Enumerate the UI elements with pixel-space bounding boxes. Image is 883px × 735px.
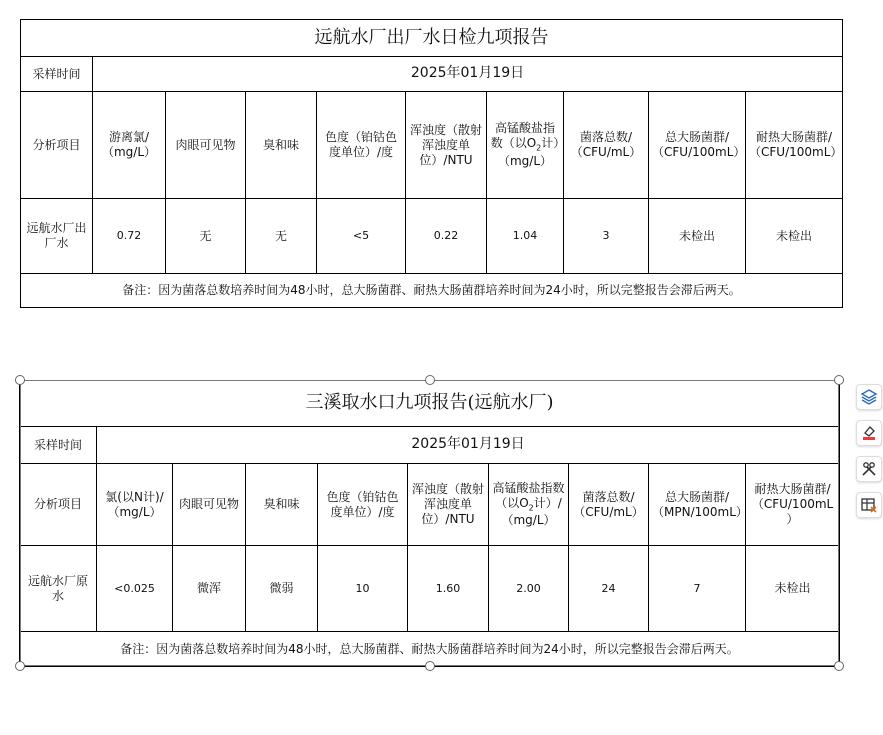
value-odor-taste[interactable]: 无	[246, 199, 317, 274]
header-visible-matter[interactable]: 肉眼可见物	[166, 92, 246, 199]
header-thermotolerant-coliform[interactable]: 耐热大肠菌群/（CFU/100mL）	[746, 92, 843, 199]
item-label[interactable]: 分析项目	[20, 464, 97, 546]
value-permanganate[interactable]: 2.00	[489, 546, 569, 632]
header-color[interactable]: 色度（铂钴色度单位）/度	[318, 464, 408, 546]
header-total-coliform[interactable]: 总大肠菌群/（MPN/100mL）	[649, 464, 746, 546]
value-total-coliform[interactable]: 7	[649, 546, 746, 632]
header-permanganate[interactable]	[487, 92, 564, 199]
value-visible-matter[interactable]: 微浑	[173, 546, 246, 632]
value-total-coliform[interactable]: 未检出	[649, 199, 746, 274]
value-thermotolerant-coliform[interactable]: 未检出	[746, 199, 843, 274]
header-free-chlorine[interactable]: 游离氯/（mg/L）	[93, 92, 166, 199]
clear-format-button[interactable]	[856, 420, 882, 446]
resize-handle-top-right[interactable]	[834, 375, 844, 385]
layers-icon	[860, 388, 878, 406]
header-odor-taste[interactable]: 臭和味	[246, 92, 317, 199]
header-permanganate-a: 高锰酸盐指数（以O	[492, 480, 565, 510]
sample-time-value[interactable]: 2025年01月19日	[93, 57, 843, 92]
sample-time-label[interactable]: 采样时间	[21, 57, 93, 92]
tools-icon	[860, 460, 878, 478]
table-note[interactable]: 备注：因为菌落总数培养时间为48小时，总大肠菌群、耐热大肠菌群培养时间为24小时，所以完整报告会滞后两天。	[20, 632, 840, 667]
value-thermotolerant-coliform[interactable]: 未检出	[746, 546, 840, 632]
resize-handle-top-left[interactable]	[15, 375, 25, 385]
floating-toolbar	[856, 384, 883, 528]
header-thermotolerant-coliform[interactable]: 耐热大肠菌群/（CFU/100mL）	[746, 464, 840, 546]
resize-handle-top[interactable]	[425, 375, 435, 385]
value-free-chlorine[interactable]: 0.72	[93, 199, 166, 274]
header-permanganate-b: 计）（mg/L）	[497, 136, 560, 168]
header-visible-matter[interactable]: 肉眼可见物	[173, 464, 246, 546]
value-odor-taste[interactable]: 微弱	[246, 546, 318, 632]
subscript-2: 2	[536, 143, 542, 153]
header-colony-count[interactable]: 菌落总数/（CFU/mL）	[569, 464, 649, 546]
header-colony-count[interactable]: 菌落总数/（CFU/mL）	[564, 92, 649, 199]
report-table-raw-water[interactable]	[19, 380, 840, 667]
header-color[interactable]: 色度（铂钴色度单位）/度	[317, 92, 406, 199]
value-turbidity[interactable]: 0.22	[406, 199, 487, 274]
value-colony-count[interactable]: 3	[564, 199, 649, 274]
header-turbidity[interactable]: 浑浊度（散射浑浊度单位）/NTU	[408, 464, 489, 546]
tools-button[interactable]	[856, 456, 882, 482]
table-title[interactable]: 三溪取水口九项报告(远航水厂)	[20, 381, 840, 427]
header-total-coliform[interactable]: 总大肠菌群/（CFU/100mL）	[649, 92, 746, 199]
value-color[interactable]: <5	[317, 199, 406, 274]
subscript-2: 2	[528, 503, 534, 513]
resize-handle-bottom-right[interactable]	[834, 661, 844, 671]
header-permanganate[interactable]	[489, 464, 569, 546]
value-color[interactable]: 10	[318, 546, 408, 632]
resize-handle-bottom[interactable]	[425, 661, 435, 671]
value-colony-count[interactable]: 24	[569, 546, 649, 632]
report-table-effluent[interactable]	[20, 19, 843, 308]
sample-time-value[interactable]: 2025年01月19日	[97, 427, 840, 464]
item-label[interactable]: 分析项目	[21, 92, 93, 199]
value-turbidity[interactable]: 1.60	[408, 546, 489, 632]
header-chloride-n[interactable]: 氯(以N计)/（mg/L）	[97, 464, 173, 546]
table-style-button[interactable]	[856, 492, 882, 518]
layers-button[interactable]	[856, 384, 882, 410]
header-permanganate-b: 计）/（mg/L）	[501, 495, 562, 528]
value-permanganate[interactable]: 1.04	[487, 199, 564, 274]
table-title[interactable]: 远航水厂出厂水日检九项报告	[21, 20, 843, 57]
table-note[interactable]: 备注：因为菌落总数培养时间为48小时，总大肠菌群、耐热大肠菌群培养时间为24小时，所以完整报告会滞后两天。	[21, 274, 843, 308]
row-label[interactable]: 远航水厂出厂水	[21, 199, 93, 274]
value-chloride-n[interactable]: <0.025	[97, 546, 173, 632]
value-visible-matter[interactable]: 无	[166, 199, 246, 274]
sample-time-label[interactable]: 采样时间	[20, 427, 97, 464]
header-turbidity[interactable]: 浑浊度（散射浑浊度单位）/NTU	[406, 92, 487, 199]
header-permanganate-a: 高锰酸盐指数（以O	[490, 121, 555, 151]
row-label[interactable]: 远航水厂原水	[20, 546, 97, 632]
table-style-icon	[860, 496, 878, 514]
header-odor-taste[interactable]: 臭和味	[246, 464, 318, 546]
resize-handle-bottom-left[interactable]	[15, 661, 25, 671]
clear-format-icon	[860, 424, 878, 442]
